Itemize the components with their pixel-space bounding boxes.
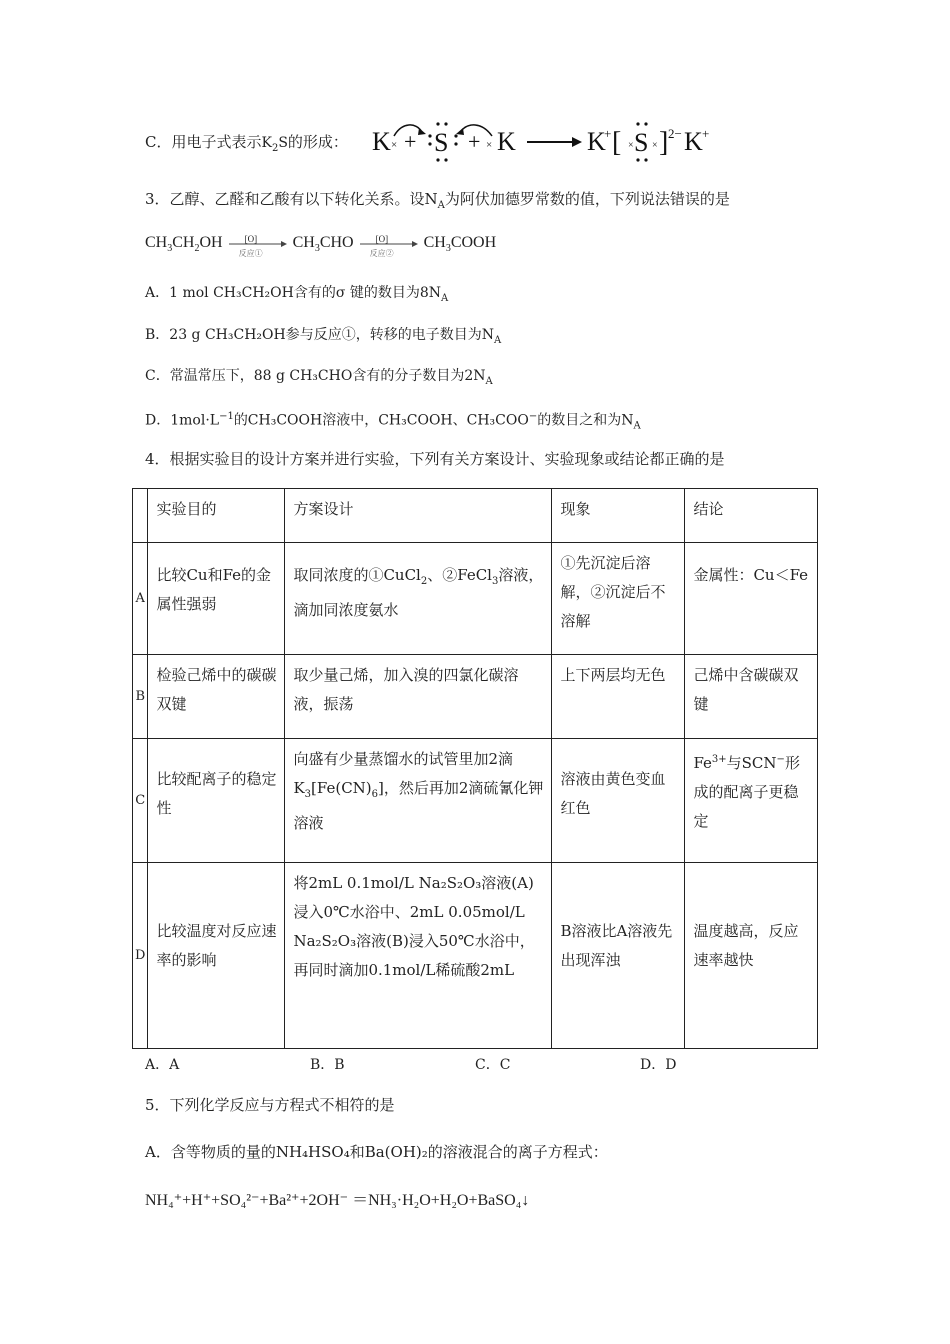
q3-conversion-formula: $CH_3CH_2OH$ [O] 反应① $CH_3CHO$ [O] 反应② $CH_3COOH$ <box>145 234 497 259</box>
row-c-goal: 比较配离子的稳定性 <box>148 739 285 863</box>
svg-text:K: K <box>684 127 703 156</box>
row-b-plan: 取少量己烯，加入溴的四氯化碳溶液，振荡 <box>285 655 552 739</box>
q5-stem: 5．下列化学反应与方程式不相符的是 <box>145 1096 395 1114</box>
table-row <box>133 543 818 655</box>
q2-option-c <box>145 131 348 160</box>
svg-text:K: K <box>497 127 516 156</box>
svg-text:+: + <box>468 129 481 154</box>
table-row <box>133 655 818 739</box>
table-header-row <box>133 489 818 543</box>
svg-text:×: × <box>486 139 493 151</box>
q4-choice-a[interactable]: A．A <box>145 1057 180 1073</box>
svg-text:S: S <box>434 128 449 157</box>
row-d-phenomenon: B溶液比A溶液先出现浑浊 <box>552 863 685 1049</box>
row-a-phenomenon: ①先沉淀后溶解，②沉淀后不溶解 <box>552 543 685 655</box>
table-row <box>133 863 818 1049</box>
q3-stem: 3．乙醇、乙醛和乙酸有以下转化关系。设$N_A$为阿伏加德罗常数的值，下列说法错误的是 <box>145 190 730 211</box>
row-a-conclusion: 金属性：Cu＜Fe <box>685 543 818 655</box>
header-phenomenon: 现象 <box>552 489 685 543</box>
row-a-plan: 取同浓度的①CuCl$_2$、②FeCl$_3$溶液，滴加同浓度氨水 <box>285 543 552 655</box>
q2c-compound: $K_2S$ <box>261 135 288 154</box>
k2s-electron-formula <box>372 118 722 164</box>
q4-choice-b[interactable]: B．B <box>310 1057 345 1073</box>
header-plan: 方案设计 <box>285 489 552 543</box>
row-a-goal: 比较Cu和Fe的金属性强弱 <box>148 543 285 655</box>
q3-option-a[interactable]: A．1 mol CH₃CH₂OH含有的σ 键的数目为$8N_A$ <box>145 285 449 304</box>
q3-option-c[interactable]: C．常温常压下，88 g CH₃CHO含有的分子数目为$2N_A$ <box>145 368 493 387</box>
q4-choice-c[interactable]: C．C <box>475 1057 511 1073</box>
svg-text:S: S <box>634 128 649 157</box>
reaction-arrow-1: [O] 反应① <box>227 232 289 254</box>
svg-text:×: × <box>391 139 398 151</box>
q5-equation: NH₄⁺+H⁺+SO₄²⁻+Ba²⁺+2OH⁻ ＝NH₃·H₂O+H₂O+BaSO₄↓ <box>145 1192 530 1209</box>
reaction-arrow-2: [O] 反应② <box>358 232 420 254</box>
q4-stem: 4．根据实验目的设计方案并进行实验，下列有关方案设计、实验现象或结论都正确的是 <box>145 450 725 468</box>
q4-choice-d[interactable]: D．D <box>640 1057 677 1073</box>
q5-option-a[interactable]: A．含等物质的量的NH₄HSO₄和Ba(OH)₂的溶液混合的离子方程式： <box>145 1143 608 1161</box>
q2c-prefix: C．用电子式表示 <box>145 133 262 151</box>
row-d-conclusion: 温度越高，反应速率越快 <box>685 863 818 1049</box>
row-b-goal: 检验己烯中的碳碳双键 <box>148 655 285 739</box>
row-d-plan: 将2mL 0.1mol/L Na₂S₂O₃溶液(A)浸入0℃水浴中、2mL 0.05mol/L Na₂S₂O₃溶液(B)浸入50℃水浴中，再同时滴加0.1mol/L稀硫酸2mL <box>285 863 552 1049</box>
svg-text:K: K <box>372 127 391 156</box>
svg-text:×: × <box>628 140 634 151</box>
header-conclusion: 结论 <box>685 489 818 543</box>
svg-text:]: ] <box>659 127 669 158</box>
table-row <box>133 739 818 863</box>
row-b-conclusion: 己烯中含碳碳双键 <box>685 655 818 739</box>
header-goal: 实验目的 <box>148 489 285 543</box>
svg-text:2−: 2− <box>668 126 682 141</box>
svg-text:K: K <box>587 127 606 156</box>
experiment-table <box>132 488 818 1049</box>
q3-option-d[interactable]: D．$1mol\cdot L^{-1}$的CH₃COOH溶液中，CH₃COOH、CH₃COO−的数目之和为$N_A$ <box>145 411 641 432</box>
q3-option-b[interactable]: B．23 g CH₃CH₂OH参与反应①，转移的电子数目为$N_A$ <box>145 327 502 346</box>
row-c-conclusion: $Fe^{3+}$与SCN−形成的配离子更稳定 <box>685 739 818 863</box>
svg-text:[: [ <box>612 127 622 158</box>
row-label-b: B <box>133 655 148 739</box>
svg-text:+: + <box>604 126 612 141</box>
q2c-suffix: 的形成： <box>287 133 348 151</box>
row-b-phenomenon: 上下两层均无色 <box>552 655 685 739</box>
row-d-goal: 比较温度对反应速率的影响 <box>148 863 285 1049</box>
row-label-d: D <box>133 863 148 1049</box>
row-label-c: C <box>133 739 148 863</box>
row-c-phenomenon: 溶液由黄色变血红色 <box>552 739 685 863</box>
row-label-a: A <box>133 543 148 655</box>
svg-text:×: × <box>652 140 658 151</box>
svg-text:+: + <box>404 129 417 154</box>
svg-text:+: + <box>702 126 710 141</box>
row-c-plan: 向盛有少量蒸馏水的试管里加2滴$K_3[Fe(CN)_6]$，然后再加2滴硫氰化钾溶液 <box>285 739 552 863</box>
